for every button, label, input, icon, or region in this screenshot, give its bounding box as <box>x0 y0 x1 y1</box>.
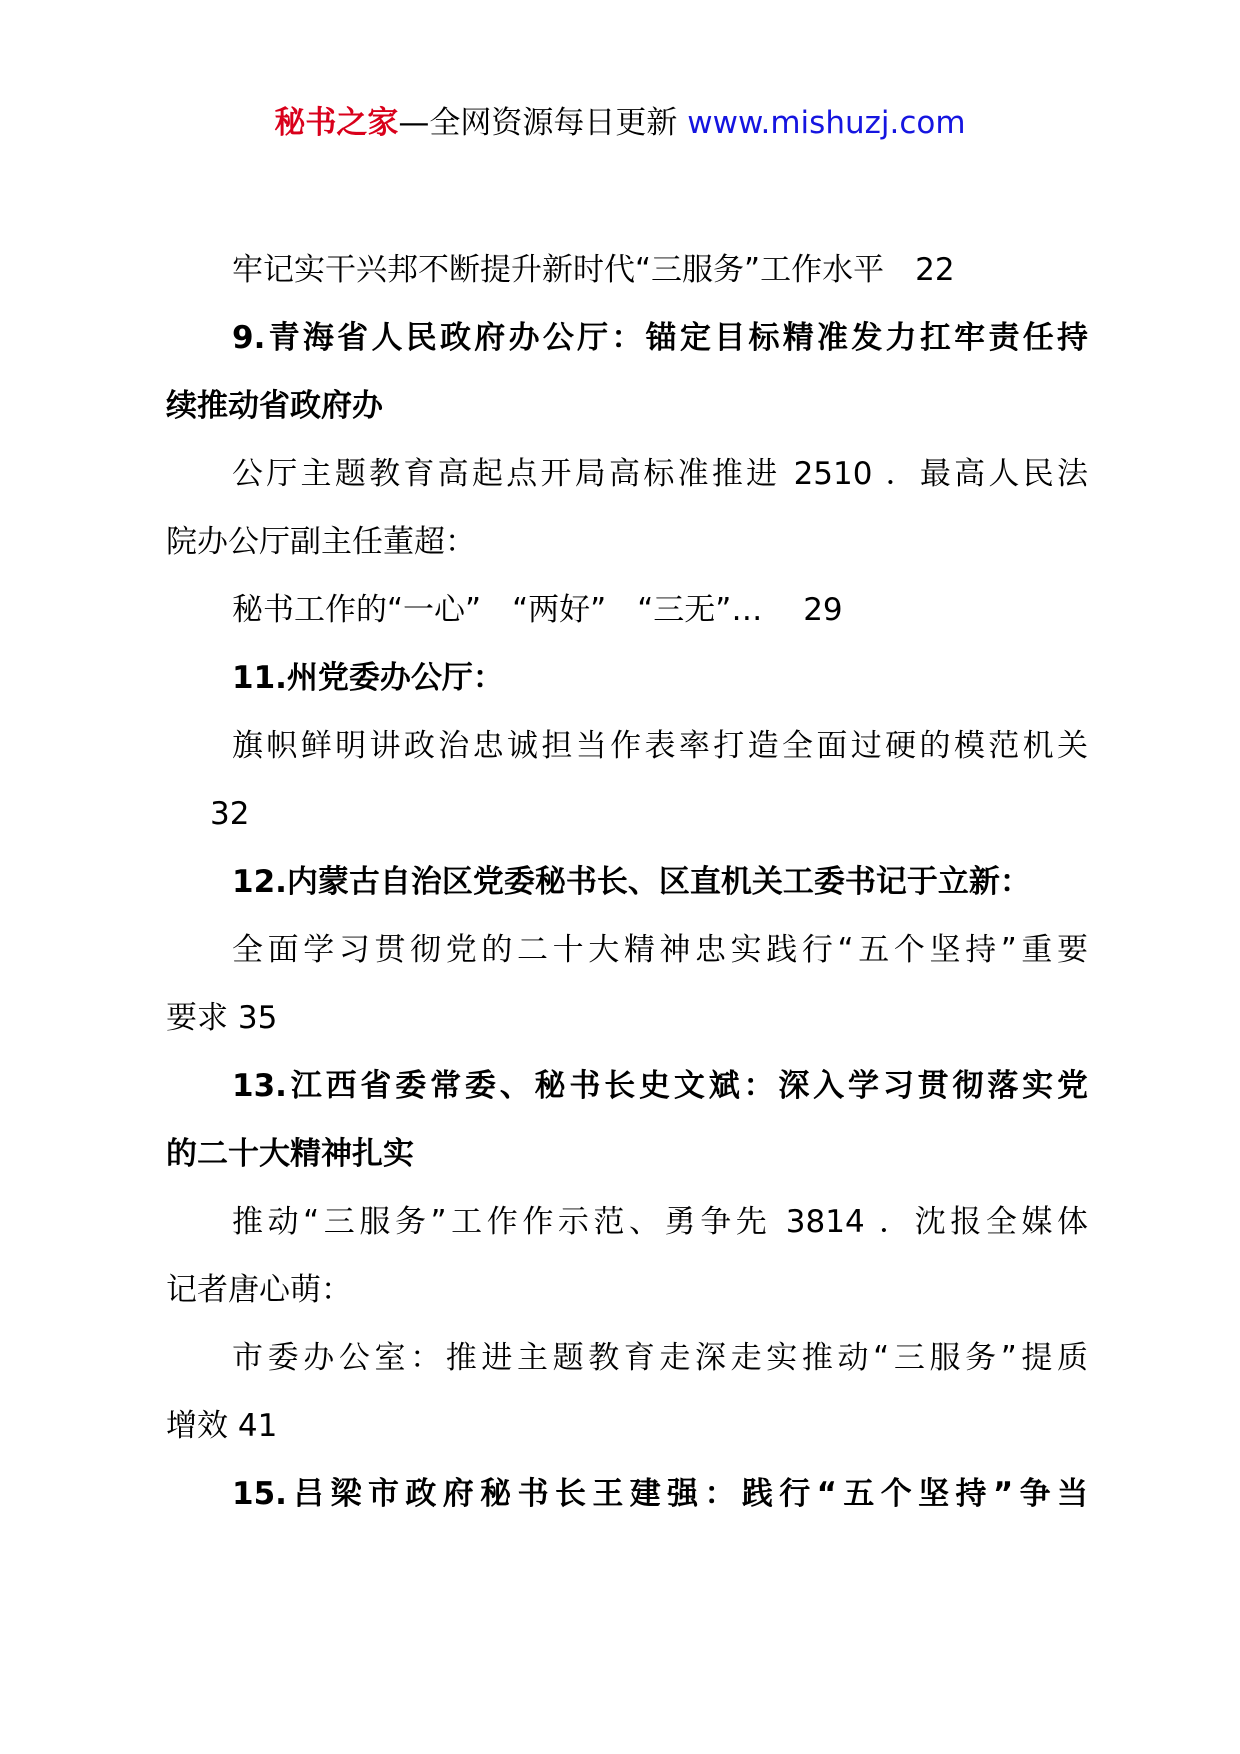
brand-name: 秘书之家 <box>274 105 399 141</box>
toc-entry-heading-cont: 的二十大精神扎实 <box>166 1136 414 1172</box>
toc-line-text: 市委办公室：推进主题教育走深走实推动“三服务”提质 <box>232 1340 1088 1376</box>
toc-line-text: 全面学习贯彻党的二十大精神忠实践行“五个坚持”重要 <box>232 932 1088 968</box>
toc-entry-heading: 9.青海省人民政府办公厅：锚定目标精准发力扛牢责任持 <box>232 320 1088 356</box>
toc-entry-heading: 12.内蒙古自治区党委秘书长、区直机关工委书记于立新： <box>232 864 1031 900</box>
toc-entry-heading: 11.州党委办公厅： <box>232 660 504 696</box>
toc-entry-heading-cont: 续推动省政府办 <box>166 388 383 424</box>
toc-entry-heading: 15.吕梁市政府秘书长王建强：践行“五个坚持”争当 <box>232 1476 1088 1512</box>
toc-line-text: 推动“三服务”工作作示范、勇争先 3814 ．沈报全媒体 <box>232 1204 1088 1240</box>
toc-line-text: 旗帜鲜明讲政治忠诚担当作表率打造全面过硬的模范机关 <box>232 728 1088 764</box>
header-tagline: —全网资源每日更新 <box>398 105 678 141</box>
toc-line-text: 记者唐心萌： <box>166 1272 352 1308</box>
website-link[interactable]: www.mishuzj.com <box>687 105 966 141</box>
toc-line-text: 秘书工作的“一心” “两好” “三无”… 29 <box>232 592 843 628</box>
document-header <box>0 103 1240 143</box>
toc-line-text: 院办公厅副主任董超： <box>166 524 476 560</box>
toc-entry-heading: 13.江西省委常委、秘书长史文斌：深入学习贯彻落实党 <box>232 1068 1088 1104</box>
toc-page-number: 32 <box>210 796 250 832</box>
toc-content <box>166 236 1088 1528</box>
toc-line-text: 公厅主题教育高起点开局高标准推进 2510 ．最高人民法 <box>232 456 1088 492</box>
toc-line-text: 增效 41 <box>166 1408 278 1444</box>
toc-line-text: 要求 35 <box>166 1000 278 1036</box>
toc-line-continuation: 牢记实干兴邦不断提升新时代“三服务”工作水平 22 <box>232 252 955 288</box>
